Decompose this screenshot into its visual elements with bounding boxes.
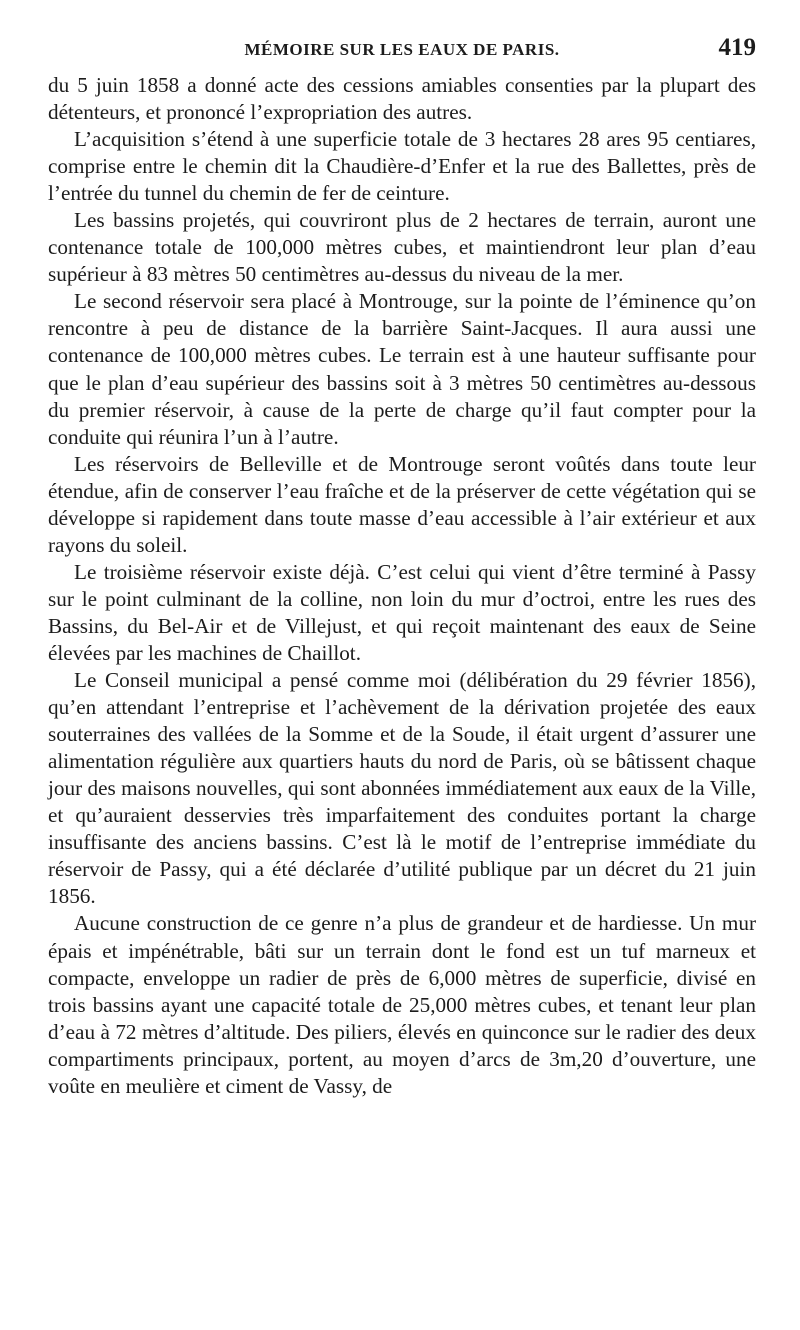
paragraph: Le second réservoir sera placé à Montrouge, sur la pointe de l’éminence qu’on rencontre à peu de distance de la barrière Saint-Jacques. Il aura aussi une contenance de 100,000 mètres cubes. Le terrain est à une hauteur suffisante pour que le plan d’eau supérieur des bassins soit à 3 mètres 50 centimètres au-dessous du premier réservoir, à cause de la perte de charge qu’il faut compter pour la conduite qui réunira l’un à l’autre. [48, 289, 756, 449]
paragraph: du 5 juin 1858 a donné acte des cessions amiables consenties par la plupart des détenteurs, et prononcé l’expropriation des autres. [48, 73, 756, 125]
paragraph: Le Conseil municipal a pensé comme moi (délibération du 29 février 1856), qu’en attendant l’entreprise et l’achèvement de la dérivation projetée des eaux souterraines des vallées de la Somme et de la Soude, il était urgent d’assurer une alimentation régulière aux quartiers hauts du nord de Paris, où se bâtissent chaque jour des maisons nouvelles, qui sont abonnées immédiatement aux eaux de la Ville, et qu’auraient desservies très imparfaitement des conduites portant la charge insuffisante des anciens bassins. C’est là le motif de l’entreprise immédiate du réservoir de Passy, qui a été déclarée d’utilité publique par un décret du 21 juin 1856. [48, 668, 756, 909]
paragraph: Les bassins projetés, qui couvriront plus de 2 hectares de terrain, auront une contenance totale de 100,000 mètres cubes, et maintiendront leur plan d’eau supérieur à 83 mètres 50 centimètres au-dessus du niveau de la mer. [48, 208, 756, 287]
paragraph: L’acquisition s’étend à une superficie totale de 3 hectares 28 ares 95 centiares, comprise entre le chemin dit la Chaudière-d’Enfer et la rue des Ballettes, près de l’entrée du tunnel du chemin de fer de ceinture. [48, 127, 756, 206]
paragraph: Le troisième réservoir existe déjà. C’est celui qui vient d’être terminé à Passy sur le point culminant de la colline, non loin du mur d’octroi, entre les rues des Bassins, du Bel-Air et de Villejust, et qui reçoit maintenant des eaux de Seine élevées par les machines de Chaillot. [48, 559, 756, 665]
running-header [48, 34, 756, 72]
paragraph: Les réservoirs de Belleville et de Montrouge seront voûtés dans toute leur étendue, afin de conserver l’eau fraîche et de la préserver de cette végétation qui se développe si rapidement dans toute masse d’eau accessible à l’air extérieur et aux rayons du soleil. [48, 451, 756, 557]
body-text [48, 72, 756, 1100]
page-number: 419 [718, 34, 756, 61]
running-title: MÉMOIRE SUR LES EAUX DE PARIS. [244, 40, 560, 59]
paragraph: Aucune construction de ce genre n’a plus de grandeur et de hardiesse. Un mur épais et impénétrable, bâti sur un terrain dont le fond est un tuf marneux et compacte, enveloppe un radier de près de 6,000 mètres de superficie, divisé en trois bassins ayant une capacité totale de 25,000 mètres cubes, et tenant leur plan d’eau à 72 mètres d’altitude. Des piliers, élevés en quinconce sur le radier des deux compartiments principaux, portent, au moyen d’arcs de 3m,20 d’ouverture, une voûte en meulière et ciment de Vassy, de [48, 911, 756, 1098]
